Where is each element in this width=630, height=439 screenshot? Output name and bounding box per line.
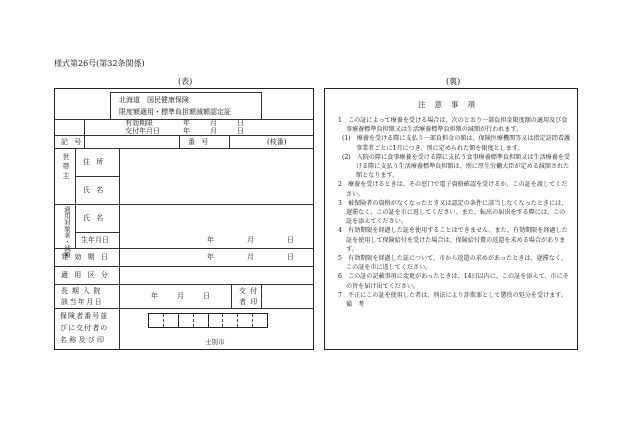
insurer-digit-box bbox=[223, 314, 238, 327]
validity-day: 日 bbox=[237, 119, 244, 127]
issuer-label-1: 交付 bbox=[239, 286, 262, 295]
issue-day: 日 bbox=[237, 127, 244, 135]
title-line-1: 北海道 国民健康保険 bbox=[119, 96, 189, 104]
validity-year: 年 bbox=[183, 119, 190, 127]
insurer-number-boxes bbox=[148, 313, 268, 328]
front-side-label: (表) bbox=[178, 77, 193, 86]
insurer-digit-box bbox=[164, 314, 179, 327]
front-panel bbox=[54, 88, 314, 350]
validity-month: 月 bbox=[210, 119, 217, 127]
issuer-label-2: 者印 bbox=[239, 297, 262, 306]
householder-label: 世帯主 bbox=[62, 153, 70, 182]
form-number: 様式第26号(第32条関係) bbox=[54, 59, 145, 68]
birth-day: 日 bbox=[287, 236, 294, 244]
note-paragraph: 4 有効期限を経過した証を使用することはできません。また、有効期限を経過した証を使用して保険給付を受けた場合は、保険給付費の返還を求める場合があります。 bbox=[338, 227, 568, 253]
remarks-label: 備 考 bbox=[346, 301, 365, 309]
note-paragraph: (1) 療養を受ける際に支払う一部負担金の額は、保険医療機関等又は指定訪問看護事業者ごとに1月につき、別に定められた額を限度とします。 bbox=[342, 135, 571, 152]
insurer-label-2: びに交付者の bbox=[60, 324, 109, 332]
insurer-digit-box bbox=[209, 314, 224, 327]
address-label: 住所 bbox=[83, 158, 110, 166]
title-line-2: 限度額適用・標準負担額減額認定証 bbox=[119, 108, 231, 116]
note-paragraph: 7 不正にこの証を使用した者は、刑法により詐欺罪として懲役の処分を受けます。 bbox=[338, 291, 567, 299]
effective-date-label: 発効期日 bbox=[61, 253, 115, 261]
long-stay-month: 月 bbox=[177, 292, 184, 300]
note-paragraph: 3 被保険者の資格がなくなったとき又は認定の条件に該当しなくなったときには、遅滞なく、この証を市に返してください。また、転出の届出をする際には、この証を添えてください。 bbox=[338, 199, 568, 226]
long-stay-label-1: 長期入院 bbox=[61, 286, 105, 295]
householder-name-label: 氏名 bbox=[83, 186, 110, 194]
long-stay-label-2: 該当年月日 bbox=[61, 297, 103, 306]
birth-date-label: 生年月日 bbox=[81, 236, 109, 244]
effective-month: 月 bbox=[247, 253, 254, 261]
back-side-label: (裏) bbox=[446, 77, 461, 86]
symbol-label: 記号 bbox=[61, 137, 88, 146]
notes-title: 注意事項 bbox=[418, 100, 484, 109]
category-label: 適用区分 bbox=[61, 271, 115, 279]
issue-date-label: 交付年月日 bbox=[125, 127, 160, 135]
note-paragraph: 1 この証によって療養を受ける場合は、次のとおり一部負担金限度額の適用及び食事療養標準負担額又は生活療養標準負担額の減額が行われます。 bbox=[338, 117, 568, 134]
municipality-name: 士別市 bbox=[205, 337, 225, 346]
note-paragraph: 5 有効期限を経過した証について、市から返還の求めがあったときは、遅滞なく、この証を市に返してください。 bbox=[338, 255, 567, 272]
birth-month: 月 bbox=[247, 236, 254, 244]
effective-year: 年 bbox=[207, 253, 214, 261]
insurer-digit-box bbox=[238, 314, 253, 327]
notes-body bbox=[332, 116, 570, 309]
birth-year: 年 bbox=[207, 236, 214, 244]
applicable-name-label: 氏名 bbox=[83, 214, 110, 222]
issue-month: 月 bbox=[210, 127, 217, 135]
validity-label: 有効期限 bbox=[125, 119, 153, 127]
effective-day: 日 bbox=[287, 253, 294, 261]
insurer-digit-box bbox=[179, 314, 194, 327]
note-paragraph: 6 この証の記載事項に変更があったときは、14日以内に、この証を添えて、市にその旨を届け出てください。 bbox=[338, 273, 569, 290]
insurer-digit-box bbox=[194, 314, 209, 327]
issue-year: 年 bbox=[183, 127, 190, 135]
certificate-title-box bbox=[110, 92, 262, 120]
branch-number-label: (枝番) bbox=[267, 137, 287, 146]
note-paragraph: 2 療養を受けるときは、その窓口で電子資格確認を受けるか、この証を渡してください。 bbox=[338, 181, 568, 198]
insurer-digit-box bbox=[149, 314, 164, 327]
long-stay-day: 日 bbox=[203, 292, 210, 300]
insurer-label-3: 名称及び印 bbox=[60, 336, 107, 344]
insurer-label-1: 保険者番号並 bbox=[60, 312, 109, 320]
long-stay-year: 年 bbox=[151, 292, 158, 300]
number-label: 番号 bbox=[188, 137, 215, 146]
back-panel bbox=[324, 88, 578, 350]
note-paragraph: (2) 入院の際に食事療養を受ける際に支払う食事療養標準負担額又は生活療養を受ける際に支払う生活療養標準負担額は、別に厚生労働大臣が定める減額された額となります。 bbox=[342, 153, 571, 180]
insurer-digit-box bbox=[253, 314, 267, 327]
applicable-person-label: 適用対象者・減額 bbox=[62, 206, 71, 258]
